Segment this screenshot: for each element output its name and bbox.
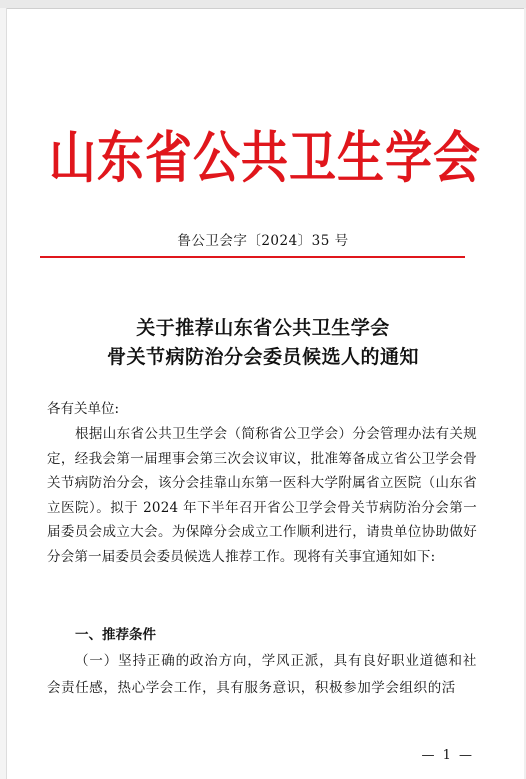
notice-title-line1: 关于推荐山东省公共卫生学会 [136, 317, 390, 339]
section-heading-1: 一、推荐条件 [75, 627, 156, 643]
viewer-left-edge [0, 8, 7, 779]
body-paragraph-1: 根据山东省公共卫生学会（简称省公卫学会）分会管理办法有关规定，经我会第一届理事会第三次会议审议，批准筹备成立省公卫学会骨关节病防治分会，该分会挂靠山东第一医科大学附属省立医院（山东省立医院）。拟于 2024 年下半年召开省公卫学会骨关节病防治分会第一届委员会成立大会。为保障分会成立工作顺利进行，请贵单位协助做好分会第一届委员会委员候选人推荐工作。现将有关事宜通知如下: [47, 426, 477, 565]
body-paragraph-2: （一）坚持正确的政治方向，学风正派，具有良好职业道德和社会责任感，热心学会工作，具有服务意识，积极参加学会组织的活 [47, 653, 477, 696]
salutation: 各有关单位: [47, 401, 120, 417]
page-number: — 1 — [421, 748, 474, 763]
document-number: 鲁公卫会字〔2024〕35 号 [177, 233, 349, 249]
notice-title-line2: 骨关节病防治分会委员候选人的通知 [106, 346, 419, 368]
red-divider-line [40, 256, 465, 258]
viewer-top-bar [0, 0, 526, 9]
letterhead-title: 山东省公共卫生学会 [49, 126, 481, 192]
